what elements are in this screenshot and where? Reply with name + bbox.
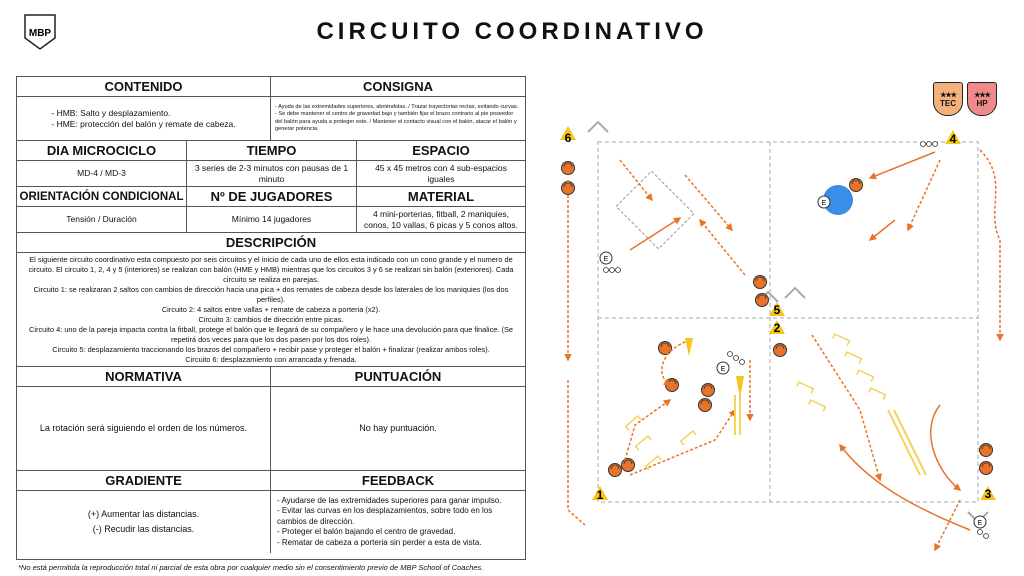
descripcion-line: Circuito 6: desplazamiento con arrancada y frenada. (185, 354, 357, 364)
player (756, 294, 769, 307)
svg-text:6: 6 (564, 131, 572, 145)
consigna-body (271, 97, 525, 140)
espacio-value: 45 x 45 metros con 4 sub-espacios iguales (375, 162, 507, 184)
descripcion-line: Circuito 3: cambios de dirección entre picas. (198, 314, 344, 324)
descripcion-line: Circuito 4: uno de la pareja impacta contra la fitball, protege el balón que le llegará de su compañero y le hace una devolución para que finalice. (Se repetirá dos veces para que los dos pasen por los dos roles). (29, 324, 513, 344)
jugadores-header: Nº DE JUGADORES (187, 187, 357, 206)
svg-text:5: 5 (773, 303, 781, 317)
feedback-item: - Evitar las curvas en los desplazamientos, sobre todo en los cambios de dirección. (277, 506, 519, 527)
orientacion-header: ORIENTACIÓN CONDICIONAL (17, 187, 187, 206)
normativa-value: La rotación será siguiendo el orden de los números. (17, 387, 271, 470)
svg-text:1: 1 (596, 488, 604, 502)
player (562, 162, 575, 175)
descripcion-line: Circuito 2: 4 saltos entre vallas + remate de cabeza a porteria (x2). (161, 304, 381, 314)
svg-text:E: E (821, 200, 827, 207)
gradiente-item: (-) Recudir las distancias. (92, 523, 195, 534)
normativa-header: NORMATIVA (17, 367, 271, 386)
hurdle (809, 400, 826, 411)
pass-arrow (870, 152, 935, 178)
zone-marker (616, 171, 694, 249)
path-arrow (568, 380, 585, 525)
hurdle (833, 334, 850, 345)
consigna-header: CONSIGNA (362, 79, 434, 94)
svg-text:4: 4 (949, 132, 957, 146)
player (699, 399, 712, 412)
tiempo-header: TIEMPO (187, 141, 357, 160)
hurdle (681, 431, 696, 445)
contenido-body (17, 97, 271, 140)
mannequin (736, 376, 744, 398)
svg-text:E: E (977, 520, 983, 527)
path-arrow (908, 160, 940, 230)
hurdle (857, 370, 874, 381)
gradiente-header: GRADIENTE (17, 471, 271, 490)
espacio-header: ESPACIO (412, 143, 470, 158)
cone-2 (769, 320, 785, 335)
path-arrow (840, 445, 970, 530)
player (666, 379, 679, 392)
feedback-item: - Rematar de cabeza a porteria sin perder a esta de vista. (277, 538, 519, 548)
puntuacion-value: No hay puntuación. (359, 422, 437, 433)
svg-text:E: E (720, 366, 726, 373)
dia-header: DIA MICROCICLO (17, 141, 187, 160)
jugadores-value: Mínimo 14 jugadores (187, 207, 357, 232)
path-arrow (812, 335, 880, 480)
player (774, 344, 787, 357)
player (850, 179, 863, 192)
pass-arrow (870, 220, 895, 240)
path-arrow (980, 150, 1000, 340)
path-arrow (685, 175, 732, 230)
consigna-item: - Ayuda de las extremidades superiores, abriéndolas. / Trazar trayectorias rectas, evitando curvas. (275, 104, 521, 111)
session-sheet (16, 76, 526, 560)
svg-text:E: E (603, 256, 609, 263)
dia-value: MD-4 / MD-3 (17, 161, 187, 186)
contenido-header: CONTENIDO (17, 77, 271, 96)
pole (888, 410, 920, 475)
svg-text:3: 3 (984, 487, 992, 501)
puntuacion-header: PUNTUACIÓN (354, 369, 442, 384)
ball-icon (818, 196, 830, 208)
mini-goal (785, 288, 805, 298)
feedback-body (271, 491, 525, 553)
ball-icon (974, 516, 986, 528)
cone-3 (980, 486, 996, 501)
hurdle (845, 352, 862, 363)
hp-label: HP (976, 98, 988, 108)
hurdle (636, 436, 651, 450)
player (659, 342, 672, 355)
consigna-item: - Se debe mantener el centro de gravedad bajo y también fijar el brazo contrario al pie poseedor del balón para ayuda a proteger este. / Mantener el contacto visual con el balón, atacar el balón y generar potencia. (275, 111, 521, 133)
logo-text: MBP (28, 28, 52, 39)
pole (894, 410, 926, 475)
hurdle (869, 388, 886, 399)
svg-text:2: 2 (773, 321, 781, 335)
mini-goal (588, 122, 608, 132)
balls-group (604, 142, 989, 539)
path-arrow (620, 160, 652, 200)
descripcion-body (17, 253, 525, 367)
field-boundary (598, 142, 978, 502)
copyright-footer: *No está permitida la reproducción total ni parcial de esta obra por cualquier medio sin el consentimiento previo de MBP School of Coaches. (18, 563, 484, 572)
path-arrow (625, 400, 670, 460)
orientacion-value: Tensión / Duración (17, 207, 187, 232)
contenido-item: - HMB: Salto y desplazamiento. (51, 108, 235, 119)
page-title: CIRCUITO COORDINATIVO (316, 18, 708, 45)
tec-label: TEC (940, 98, 956, 108)
player (980, 444, 993, 457)
mannequin (685, 338, 693, 356)
material-value: 4 mini-porterias, fitball, 2 maniquies, conos, 10 vallas, 6 picas y 5 conos altos. (363, 208, 519, 230)
gradiente-item: (+) Aumentar las distancias. (87, 509, 200, 520)
circuit-diagram (540, 80, 1020, 570)
hurdle (797, 382, 814, 393)
cone-1 (592, 486, 608, 502)
player (609, 464, 622, 477)
contenido-item: - HME: protección del balón y remate de cabeza. (51, 119, 235, 130)
path-arrow (931, 405, 960, 490)
descripcion-line: Circuito 1: se realizaran 2 saltos con cambios de dirección hacia una pica + dos remates de cabeza desde los laterales de los maniquies (los dos perfiles). (33, 284, 509, 304)
player (622, 459, 635, 472)
star-icon: ★★★ (974, 91, 990, 99)
gradiente-body (17, 491, 271, 553)
player (702, 384, 715, 397)
cone-6 (560, 126, 576, 145)
star-icon: ★★★ (940, 91, 956, 99)
feedback-header: FEEDBACK (361, 473, 435, 488)
descripcion-line: El siguiente circuito coordinativo esta compuesto por seis circuitos y el inicio de cada uno de ellos esta indicado con un cono grande y el numero de circuito. El circuito 1, 2, 4 y 5 (interiores) se realizan con balón (HME y HMB) mientras que los circuitos 3 y 6 se realizan sin balón (exteriores). Cada circuito se realiza en parejas. (28, 255, 514, 284)
cone-5 (769, 302, 785, 317)
material-header: MATERIAL (407, 189, 475, 204)
descripcion-line: Circuito 5: desplazamiento traccionando los brazos del compañero + recibir pase y proteger el balón + finalizar (realizar ambos roles). (52, 344, 490, 354)
descripcion-header: DESCRIPCIÓN (17, 233, 525, 253)
feedback-item: - Ayudarse de las extremidades superiores para ganar impulso. (277, 496, 519, 506)
tiempo-value: 3 series de 2-3 minutos con pausas de 1 minuto (187, 161, 357, 186)
feedback-item: - Proteger el balón bajando el centro de gravedad. (277, 527, 519, 537)
ball-icon (600, 252, 612, 264)
path-arrow (700, 220, 745, 275)
cone-4 (945, 130, 961, 146)
ball-icon (717, 362, 729, 374)
player (754, 276, 767, 289)
player (980, 462, 993, 475)
